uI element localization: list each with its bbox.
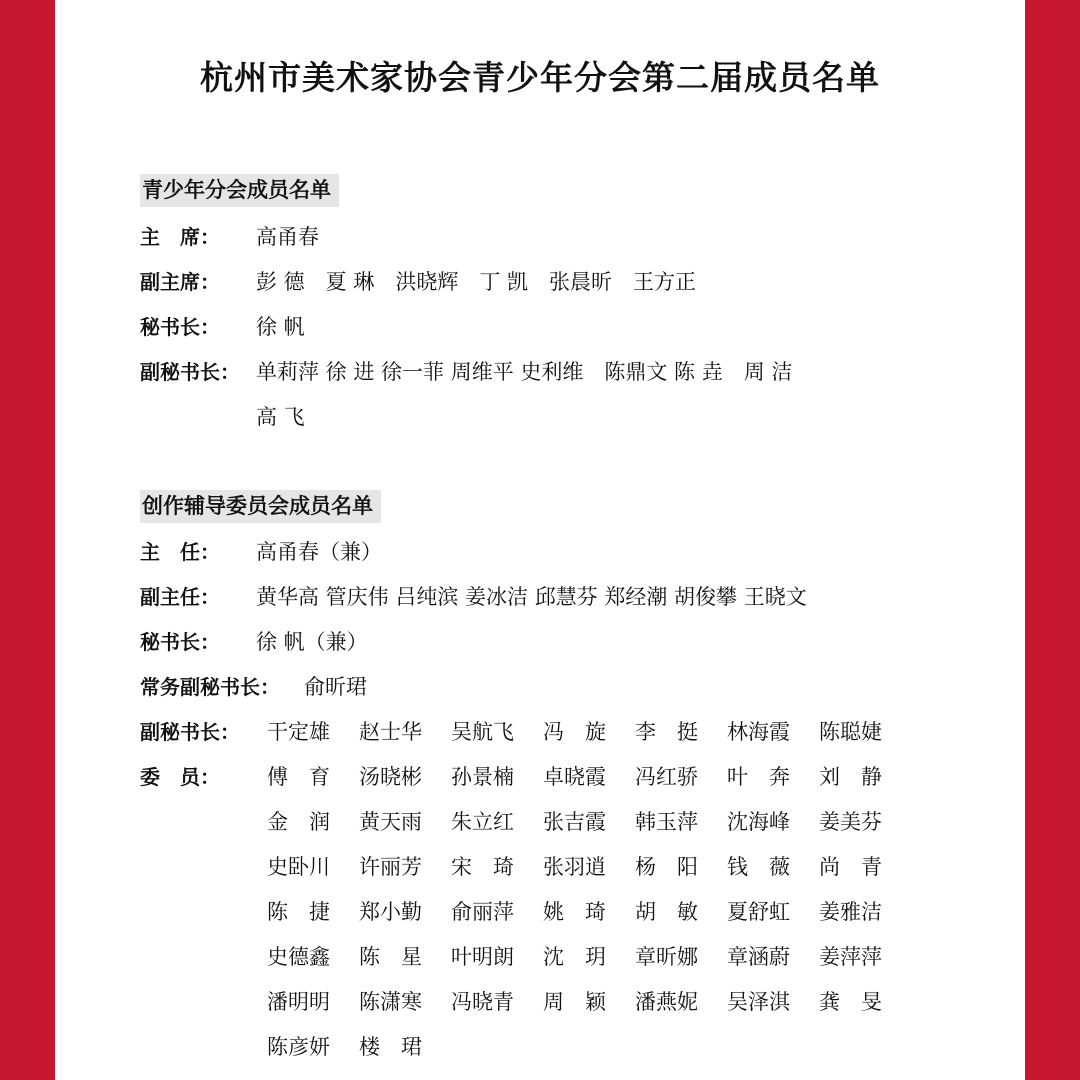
member-name: 沈海峰	[727, 810, 790, 834]
member-name: 张吉霞	[543, 810, 606, 834]
section-heading-youth-branch: 青少年分会成员名单	[140, 174, 339, 207]
member-name: 俞丽萍	[451, 900, 514, 924]
member-name: 冯红骄	[635, 765, 698, 789]
member-name: 胡 敏	[635, 900, 698, 924]
member-name: 史卧川	[267, 855, 330, 879]
deputy-secretary-name: 林海霞	[727, 720, 790, 744]
member-name: 郑小勤	[359, 900, 422, 924]
member-name: 黄天雨	[359, 810, 422, 834]
chair-label: 主 席：	[140, 225, 220, 249]
deputy-secretary-label: 副秘书长：	[140, 360, 240, 384]
member-names	[267, 762, 911, 1077]
vice-director-names: 黄华高 管庆伟 吕纯滨 姜冰洁 邱慧芬 郑经潮 胡俊攀 王晓文	[256, 585, 807, 609]
member-name: 史德鑫	[267, 945, 330, 969]
member-name: 夏舒虹	[727, 900, 790, 924]
member-name: 周 颖	[543, 990, 606, 1014]
member-name: 杨 阳	[635, 855, 698, 879]
member-name: 章昕娜	[635, 945, 698, 969]
member-name: 金 润	[267, 810, 330, 834]
page-title: 杭州市美术家协会青少年分会第二届成员名单	[200, 58, 880, 97]
director-name: 高甬春（兼）	[256, 540, 382, 564]
committee-secretary-label: 秘书长：	[140, 630, 220, 654]
committee-deputy-secretary-label: 副秘书长：	[140, 720, 240, 744]
members-label: 委 员：	[140, 765, 220, 789]
vice-director-label: 副主任：	[140, 585, 220, 609]
member-name: 陈彦妍	[267, 1035, 330, 1059]
member-name: 叶 奔	[727, 765, 790, 789]
member-name: 陈 捷	[267, 900, 330, 924]
director-label: 主 任：	[140, 540, 220, 564]
member-name: 姜萍萍	[819, 945, 882, 969]
member-name: 叶明朗	[451, 945, 514, 969]
member-name: 冯晓青	[451, 990, 514, 1014]
member-name: 卓晓霞	[543, 765, 606, 789]
member-name: 吴泽淇	[727, 990, 790, 1014]
member-name: 韩玉萍	[635, 810, 698, 834]
document-page	[55, 0, 1025, 1080]
member-name: 刘 静	[819, 765, 882, 789]
member-name: 尚 青	[819, 855, 882, 879]
secretary-label: 秘书长：	[140, 315, 220, 339]
secretary-name: 徐 帆	[256, 315, 305, 339]
member-name: 陈潇寒	[359, 990, 422, 1014]
committee-secretary-name: 徐 帆（兼）	[256, 630, 368, 654]
member-name: 朱立红	[451, 810, 514, 834]
deputy-secretary-name: 李 挺	[635, 720, 698, 744]
deputy-secretary-name: 冯 旋	[543, 720, 606, 744]
member-name: 章涵蔚	[727, 945, 790, 969]
section-heading-creative-committee: 创作辅导委员会成员名单	[140, 490, 381, 523]
member-name: 张羽逍	[543, 855, 606, 879]
member-name: 宋 琦	[451, 855, 514, 879]
exec-deputy-label: 常务副秘书长：	[140, 675, 280, 699]
member-name: 孙景楠	[451, 765, 514, 789]
member-name: 姜美芬	[819, 810, 882, 834]
member-name: 沈 玥	[543, 945, 606, 969]
deputy-secretary-names-line1: 单莉萍 徐 进 徐一菲 周维平 史利维 陈鼎文 陈 垚 周 洁	[256, 360, 793, 384]
member-name: 姜雅洁	[819, 900, 882, 924]
member-name: 许丽芳	[359, 855, 422, 879]
member-name: 楼 珺	[359, 1035, 422, 1059]
member-name: 龚 旻	[819, 990, 882, 1014]
committee-deputy-secretary-names	[267, 717, 911, 762]
member-name: 汤晓彬	[359, 765, 422, 789]
member-name: 潘明明	[267, 990, 330, 1014]
member-name: 陈 星	[359, 945, 422, 969]
member-name: 潘燕妮	[635, 990, 698, 1014]
deputy-secretary-name: 陈聪婕	[819, 720, 882, 744]
member-name: 傅 育	[267, 765, 330, 789]
deputy-secretary-names-line2: 高 飞	[256, 405, 305, 429]
deputy-secretary-name: 赵士华	[359, 720, 422, 744]
deputy-secretary-name: 干定雄	[267, 720, 330, 744]
member-name: 钱 薇	[727, 855, 790, 879]
exec-deputy-name: 俞昕珺	[304, 675, 367, 699]
deputy-secretary-name: 吴航飞	[451, 720, 514, 744]
vice-chair-names: 彭 德 夏 琳 洪晓辉 丁 凯 张晨昕 王方正	[256, 270, 697, 294]
chair-name: 高甬春	[256, 225, 319, 249]
vice-chair-label: 副主席：	[140, 270, 220, 294]
member-name: 姚 琦	[543, 900, 606, 924]
